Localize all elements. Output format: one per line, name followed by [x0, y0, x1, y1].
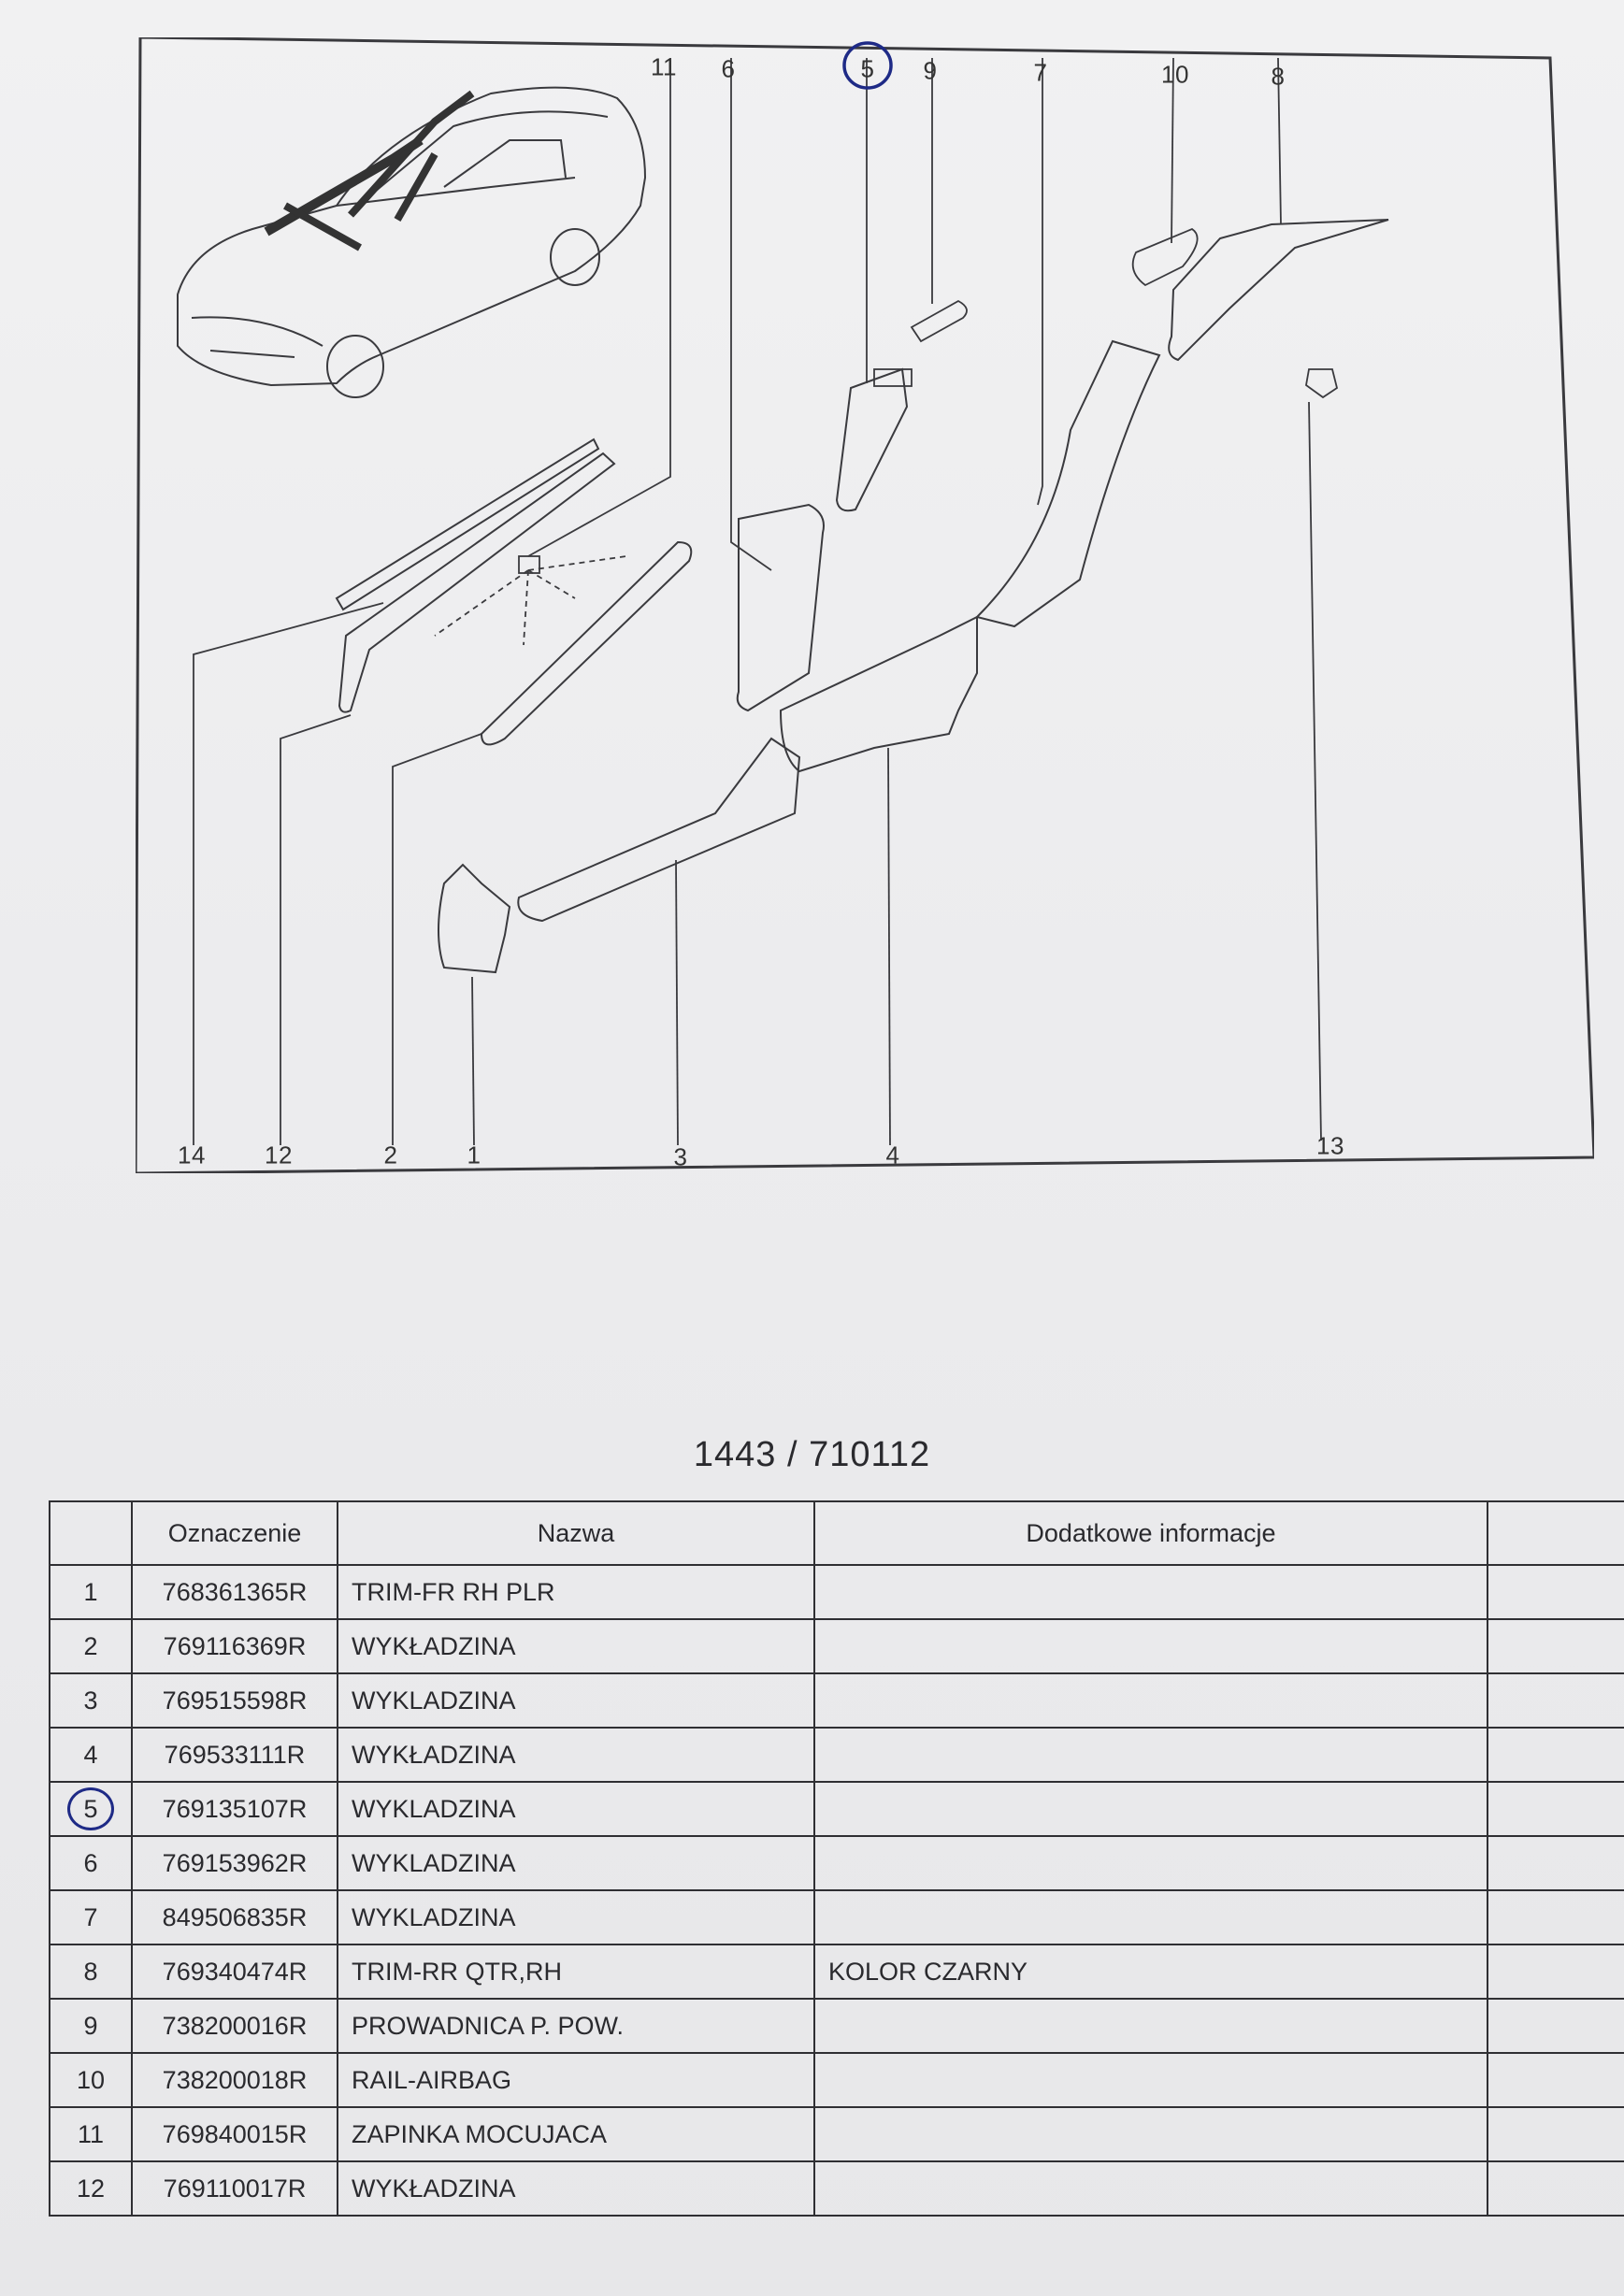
callout-11: 11	[651, 52, 677, 81]
callout-10: 10	[1161, 60, 1189, 89]
row-number: 2	[50, 1619, 132, 1673]
callout-14: 14	[178, 1141, 206, 1170]
additional-info	[814, 1728, 1487, 1782]
callout-7: 7	[1033, 58, 1048, 87]
additional-info	[814, 1836, 1487, 1890]
row-number: 6	[50, 1836, 132, 1890]
part-kick-panel	[438, 865, 510, 972]
row-number: 3	[50, 1673, 132, 1728]
table-row	[50, 1728, 1624, 1782]
extra-cell	[1487, 1890, 1624, 1944]
part-code: 769116369R	[132, 1619, 338, 1673]
part-front-sill	[518, 739, 799, 921]
row-number: 11	[50, 2107, 132, 2161]
table-body	[50, 1565, 1624, 2216]
extra-cell	[1487, 1619, 1624, 1673]
part-code: 738200016R	[132, 1999, 338, 2053]
extra-cell	[1487, 1836, 1624, 1890]
part-b-pillar-lower	[738, 505, 824, 710]
part-code: 769340474R	[132, 1944, 338, 1999]
table-row	[50, 1673, 1624, 1728]
car-overview-illustration	[178, 88, 645, 397]
part-name: TRIM-FR RH PLR	[338, 1565, 814, 1619]
part-code: 738200018R	[132, 2053, 338, 2107]
part-a-pillar-trim	[481, 542, 691, 744]
part-name: TRIM-RR QTR,RH	[338, 1944, 814, 1999]
part-rear-sill	[781, 617, 977, 771]
header-oznaczenie: Oznaczenie	[132, 1501, 338, 1565]
additional-info	[814, 1782, 1487, 1836]
table-row	[50, 2107, 1624, 2161]
callout-8: 8	[1271, 62, 1286, 91]
row-number	[50, 1782, 132, 1836]
extra-cell	[1487, 1782, 1624, 1836]
part-rear-quarter-trim	[1169, 220, 1388, 360]
part-airbag-rail	[1133, 229, 1198, 285]
header-index	[50, 1501, 132, 1565]
part-name: WYKŁADZINA	[338, 1728, 814, 1782]
part-code: 769135107R	[132, 1782, 338, 1836]
part-code: 769110017R	[132, 2161, 338, 2216]
part-name: WYKLADZINA	[338, 1836, 814, 1890]
diagram-drawing	[136, 37, 1594, 1173]
table-row	[50, 2161, 1624, 2216]
extra-cell	[1487, 1999, 1624, 2053]
part-code: 769153962R	[132, 1836, 338, 1890]
table-row	[50, 1944, 1624, 1999]
table-row	[50, 1782, 1624, 1836]
additional-info	[814, 1890, 1487, 1944]
callout-1: 1	[467, 1141, 481, 1170]
part-clip-with-arrows	[435, 556, 626, 645]
extra-cell	[1487, 2053, 1624, 2107]
table-row	[50, 1999, 1624, 2053]
part-name: WYKŁADZINA	[338, 1619, 814, 1673]
table-row	[50, 2053, 1624, 2107]
row-number: 12	[50, 2161, 132, 2216]
callout-3: 3	[673, 1142, 688, 1171]
part-name: PROWADNICA P. POW.	[338, 1999, 814, 2053]
callout-9: 9	[923, 56, 938, 85]
document-reference: 1443 / 710112	[693, 1435, 931, 1474]
table-row	[50, 1565, 1624, 1619]
additional-info	[814, 1999, 1487, 2053]
table-row	[50, 1890, 1624, 1944]
additional-info	[814, 1565, 1487, 1619]
part-b-pillar-upper	[837, 369, 907, 510]
part-code: 849506835R	[132, 1890, 338, 1944]
part-name: RAIL-AIRBAG	[338, 2053, 814, 2107]
extra-cell	[1487, 1565, 1624, 1619]
header-extra	[1487, 1501, 1624, 1565]
callout-4: 4	[885, 1141, 900, 1170]
extra-cell	[1487, 2161, 1624, 2216]
callout-6: 6	[721, 54, 736, 83]
extra-cell	[1487, 1728, 1624, 1782]
part-code: 769515598R	[132, 1673, 338, 1728]
table-row	[50, 1836, 1624, 1890]
row-number: 7	[50, 1890, 132, 1944]
part-small-clip	[1306, 369, 1337, 397]
part-code: 769533111R	[132, 1728, 338, 1782]
parts-table	[49, 1500, 1624, 2217]
additional-info	[814, 1673, 1487, 1728]
callout-13: 13	[1316, 1131, 1344, 1160]
additional-info	[814, 1619, 1487, 1673]
extra-cell	[1487, 1944, 1624, 1999]
additional-info	[814, 2053, 1487, 2107]
extra-cell	[1487, 1673, 1624, 1728]
part-code: 769840015R	[132, 2107, 338, 2161]
row-number: 9	[50, 1999, 132, 2053]
extra-cell	[1487, 2107, 1624, 2161]
row-number: 8	[50, 1944, 132, 1999]
callout-5: 5	[860, 54, 875, 83]
leader-lines	[194, 58, 1321, 1145]
part-guide	[912, 301, 967, 341]
part-name: WYKLADZINA	[338, 1673, 814, 1728]
part-c-pillar	[977, 341, 1159, 626]
additional-info: KOLOR CZARNY	[814, 1944, 1487, 1999]
row-number: 4	[50, 1728, 132, 1782]
part-name: WYKLADZINA	[338, 1782, 814, 1836]
highlight-circle-row-5: 5	[67, 1787, 114, 1830]
callout-12: 12	[265, 1141, 293, 1170]
table-row	[50, 1619, 1624, 1673]
table-header-row	[50, 1501, 1624, 1565]
part-code: 768361365R	[132, 1565, 338, 1619]
part-name: WYKLADZINA	[338, 1890, 814, 1944]
additional-info	[814, 2107, 1487, 2161]
row-number: 1	[50, 1565, 132, 1619]
header-nazwa: Nazwa	[338, 1501, 814, 1565]
parts-diagram	[136, 37, 1594, 1173]
row-number: 10	[50, 2053, 132, 2107]
part-name: ZAPINKA MOCUJACA	[338, 2107, 814, 2161]
part-name: WYKŁADZINA	[338, 2161, 814, 2216]
part-roof-strip	[337, 439, 614, 712]
header-dodatkowe-informacje: Dodatkowe informacje	[814, 1501, 1487, 1565]
additional-info	[814, 2161, 1487, 2216]
callout-2: 2	[383, 1141, 398, 1170]
